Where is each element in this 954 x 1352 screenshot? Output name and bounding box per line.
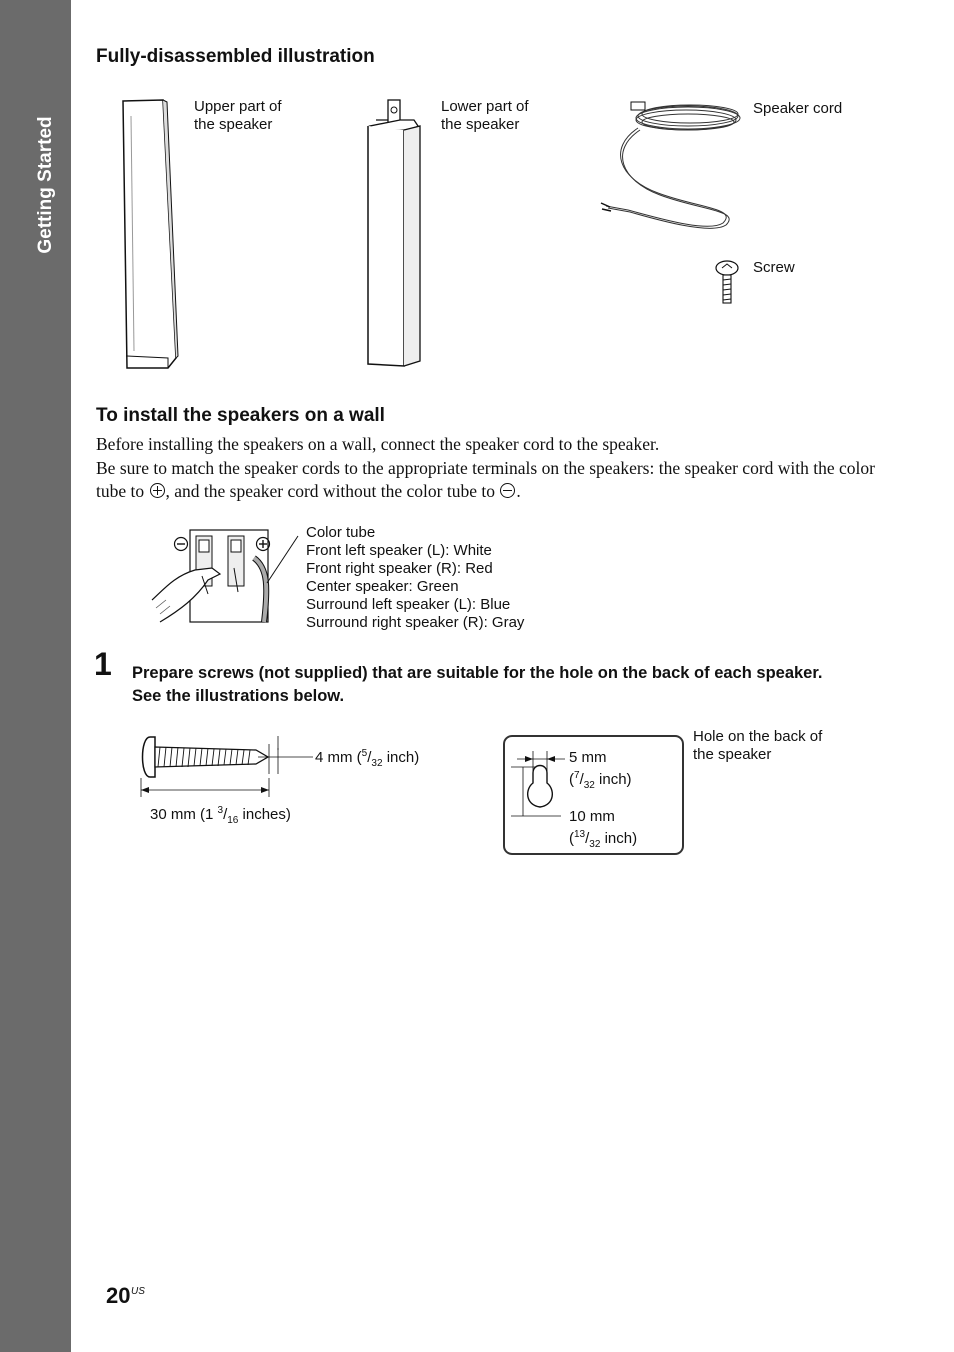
label-upper-part-line2: the speaker xyxy=(194,116,273,133)
color-tube-center: Center speaker: Green xyxy=(306,578,459,595)
label-lower-part-line2: the speaker xyxy=(441,116,520,133)
hole-width-sub: 32 xyxy=(583,780,595,791)
page-number: 20 xyxy=(106,1283,131,1308)
instruction-para-2-b: , and the speaker cord without the color tube to xyxy=(165,481,500,501)
terminal-connection-illustration xyxy=(150,528,300,623)
color-tube-surround-right: Surround right speaker (R): Gray xyxy=(306,614,525,631)
hole-height-sub: 32 xyxy=(589,839,601,850)
label-screw: Screw xyxy=(753,259,795,276)
hole-caption-line1: Hole on the back of xyxy=(693,728,823,745)
screw-diameter-b: inch) xyxy=(382,749,420,766)
hole-width-mm: 5 mm xyxy=(569,749,607,766)
sidebar-tab xyxy=(0,0,71,1352)
color-tube-legend xyxy=(306,524,524,632)
screw-small-illustration xyxy=(714,256,740,306)
hole-height-label xyxy=(569,808,637,854)
instruction-para-2-c: . xyxy=(516,481,521,501)
screw-length-a: 30 mm (1 xyxy=(150,806,218,823)
step-1-text xyxy=(132,662,912,708)
screw-diameter-a: 4 mm ( xyxy=(315,749,362,766)
label-upper-part-line1: Upper part of xyxy=(194,98,282,115)
hole-caption xyxy=(693,728,822,764)
section-heading-install-wall: To install the speakers on a wall xyxy=(96,405,385,426)
step-1-line1: Prepare screws (not supplied) that are suitable for the hole on the back of each speaker. xyxy=(132,664,823,682)
label-speaker-cord: Speaker cord xyxy=(753,100,843,117)
hole-width-inch: ($^7/_{32}$ inch) xyxy=(569,770,632,791)
hole-height-inch: ($^{13}/_{32}$ inch) xyxy=(569,829,638,850)
plus-terminal-icon xyxy=(150,483,165,498)
label-upper-part xyxy=(194,98,282,134)
label-lower-part-line1: Lower part of xyxy=(441,98,529,115)
hole-caption-line2: the speaker xyxy=(693,746,772,763)
screw-length-b: inches) xyxy=(238,806,291,823)
section-heading-disassembled: Fully-disassembled illustration xyxy=(96,46,375,67)
hole-height-mm: 10 mm xyxy=(569,808,615,825)
step-number: 1 xyxy=(94,646,112,682)
lower-speaker-illustration xyxy=(362,96,432,371)
screw-length-sub: 16 xyxy=(227,815,239,826)
page-region-suffix: US xyxy=(131,1286,145,1297)
color-tube-surround-left: Surround left speaker (L): Blue xyxy=(306,596,511,613)
instruction-para-2 xyxy=(96,457,886,504)
instruction-para-2-a: Be sure to match the speaker cords to the appropriate terminals on the speakers: the speaker cord with the color tube to xyxy=(96,457,875,501)
screw-diameter-sup: 5 xyxy=(361,748,368,759)
hole-height-b: ( xyxy=(569,830,574,847)
hole-width-label xyxy=(569,749,632,795)
hole-width-b: ( xyxy=(569,771,574,788)
color-tube-title: Color tube xyxy=(306,524,376,541)
hole-width-sup: 7 xyxy=(574,770,580,781)
label-lower-part xyxy=(441,98,529,134)
screw-length-sup: 3 xyxy=(217,805,224,816)
screw-dimension-diagram xyxy=(138,734,318,804)
color-tube-front-left: Front left speaker (L): White xyxy=(306,542,492,559)
screw-length-label: 30 mm (1 $^3/_{16}$ inches) xyxy=(150,805,291,826)
screw-diameter-sub: 32 xyxy=(371,758,383,769)
color-tube-front-right: Front right speaker (R): Red xyxy=(306,560,493,577)
speaker-cord-illustration xyxy=(598,98,748,233)
install-instructions xyxy=(96,433,896,504)
upper-speaker-illustration xyxy=(118,96,188,376)
section-tab-label: Getting Started xyxy=(35,116,56,254)
hole-height-sup: 13 xyxy=(574,829,586,840)
step-1-line2: See the illustrations below. xyxy=(132,687,345,705)
instruction-para-1: Before installing the speakers on a wall, connect the speaker cord to the speaker. xyxy=(96,434,660,454)
screw-diameter-label: 4 mm ($^5/_{32}$ inch) xyxy=(315,748,420,769)
hole-width-c: inch) xyxy=(594,771,632,788)
minus-terminal-icon xyxy=(500,483,515,498)
hole-height-c: inch) xyxy=(600,830,638,847)
